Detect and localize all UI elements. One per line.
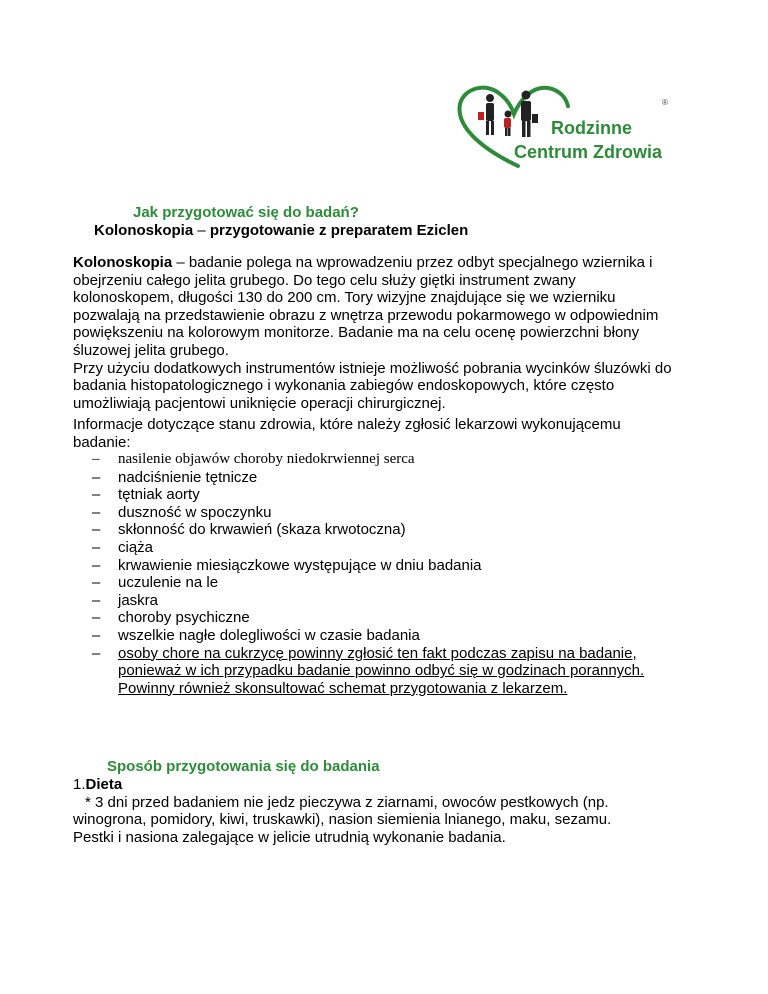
intro-term: Kolonoskopia <box>73 254 173 271</box>
list-item: – wszelkie nagłe dolegliwości w czasie badania <box>92 626 420 644</box>
list-item: – uczulenie na le <box>92 574 219 592</box>
list-item: – krwawienie miesiączkowe występujące w dniu badania <box>92 556 482 574</box>
main-heading-dash: – <box>193 222 210 239</box>
logo <box>456 84 676 174</box>
step-title-line <box>73 776 713 794</box>
main-heading-suffix: przygotowanie z preparatem Eziclen <box>209 222 469 239</box>
intro-paragraph <box>73 254 713 412</box>
intro-line: powiększeniu na kolorowym monitorze. Badanie ma na celu ocenę powierzchni błony <box>73 324 640 342</box>
family-icon <box>478 91 538 138</box>
list-item: – nasilenie objawów choroby niedokrwiennej serca <box>92 451 415 467</box>
list-item: – ciąża <box>92 538 154 556</box>
main-heading <box>94 222 468 239</box>
step-number: 1. <box>73 776 86 793</box>
list-item: – choroby psychiczne <box>92 609 250 627</box>
health-info-line: Informacje dotyczące stanu zdrowia, które należy zgłosić lekarzowi wykonującemu <box>73 416 621 433</box>
diet-line: * 3 dni przed badaniem nie jedz pieczywa z ziarnami, owoców pestkowych (np. <box>85 793 609 811</box>
preparation-heading: Sposób przygotowania się do badania <box>107 758 380 775</box>
question-heading: Jak przygotować się do badań? <box>133 204 359 221</box>
health-info-intro <box>73 416 713 451</box>
intro-dash: – <box>172 254 189 271</box>
logo-line2: Centrum Zdrowia <box>514 142 663 162</box>
logo-line1: Rodzinne <box>551 118 632 138</box>
intro-line: pozwalają na przedstawienie obrazu z wnętrza przewodu pokarmowego w odpowiednim <box>73 306 659 324</box>
preparation-section <box>73 776 713 846</box>
intro-line: Przy użyciu dodatkowych instrumentów istnieje możliwość pobrania wycinków śluzówki do <box>73 359 672 377</box>
intro-line: badania histopatologicznego i wykonania zabiegów endoskopowych, które często <box>73 377 615 395</box>
list-item: – skłonność do krwawień (skaza krwotoczna) <box>92 521 406 539</box>
list-item-diabetes: – osoby chore na cukrzycę powinny zgłosić ten fakt podczas zapisu na badanie, ponieważ w ich przypadku badanie powinno odbyć się w godzinach porannych. Powinny również skonsultować schemat przygotowania z lekarzem. <box>92 644 645 697</box>
intro-line: kolonoskopem, długości 130 do 200 cm. Tory wizyjne znajdujące się we wzierniku <box>73 289 616 307</box>
diet-line: Pestki i nasiona zalegające w jelicie utrudnią wykonanie badania. <box>73 828 506 846</box>
intro-line: śluzowej jelita grubego. <box>73 341 229 359</box>
main-heading-prefix: Kolonoskopia <box>94 222 194 239</box>
list-item: – tętniak aorty <box>92 486 200 504</box>
list-item: – nadciśnienie tętnicze <box>92 468 258 486</box>
step-title: Dieta <box>85 776 123 793</box>
list-item: – duszność w spoczynku <box>92 503 272 521</box>
intro-line: umożliwiają pacjentowi uniknięcie operacji chirurgicznej. <box>73 394 446 412</box>
health-conditions-list <box>92 451 712 697</box>
health-info-line: badanie: <box>73 433 131 451</box>
registered-mark: ® <box>662 98 668 107</box>
list-item: – jaskra <box>92 591 159 609</box>
diet-line: winogrona, pomidory, kiwi, truskawki), nasion siemienia lnianego, maku, sezamu. <box>73 811 612 829</box>
intro-line: Kolonoskopia – badanie polega na wprowadzeniu przez odbyt specjalnego wziernika i <box>73 254 653 271</box>
intro-line: obejrzeniu całego jelita grubego. Do tego celu służy giętki instrument zwany <box>73 271 576 289</box>
